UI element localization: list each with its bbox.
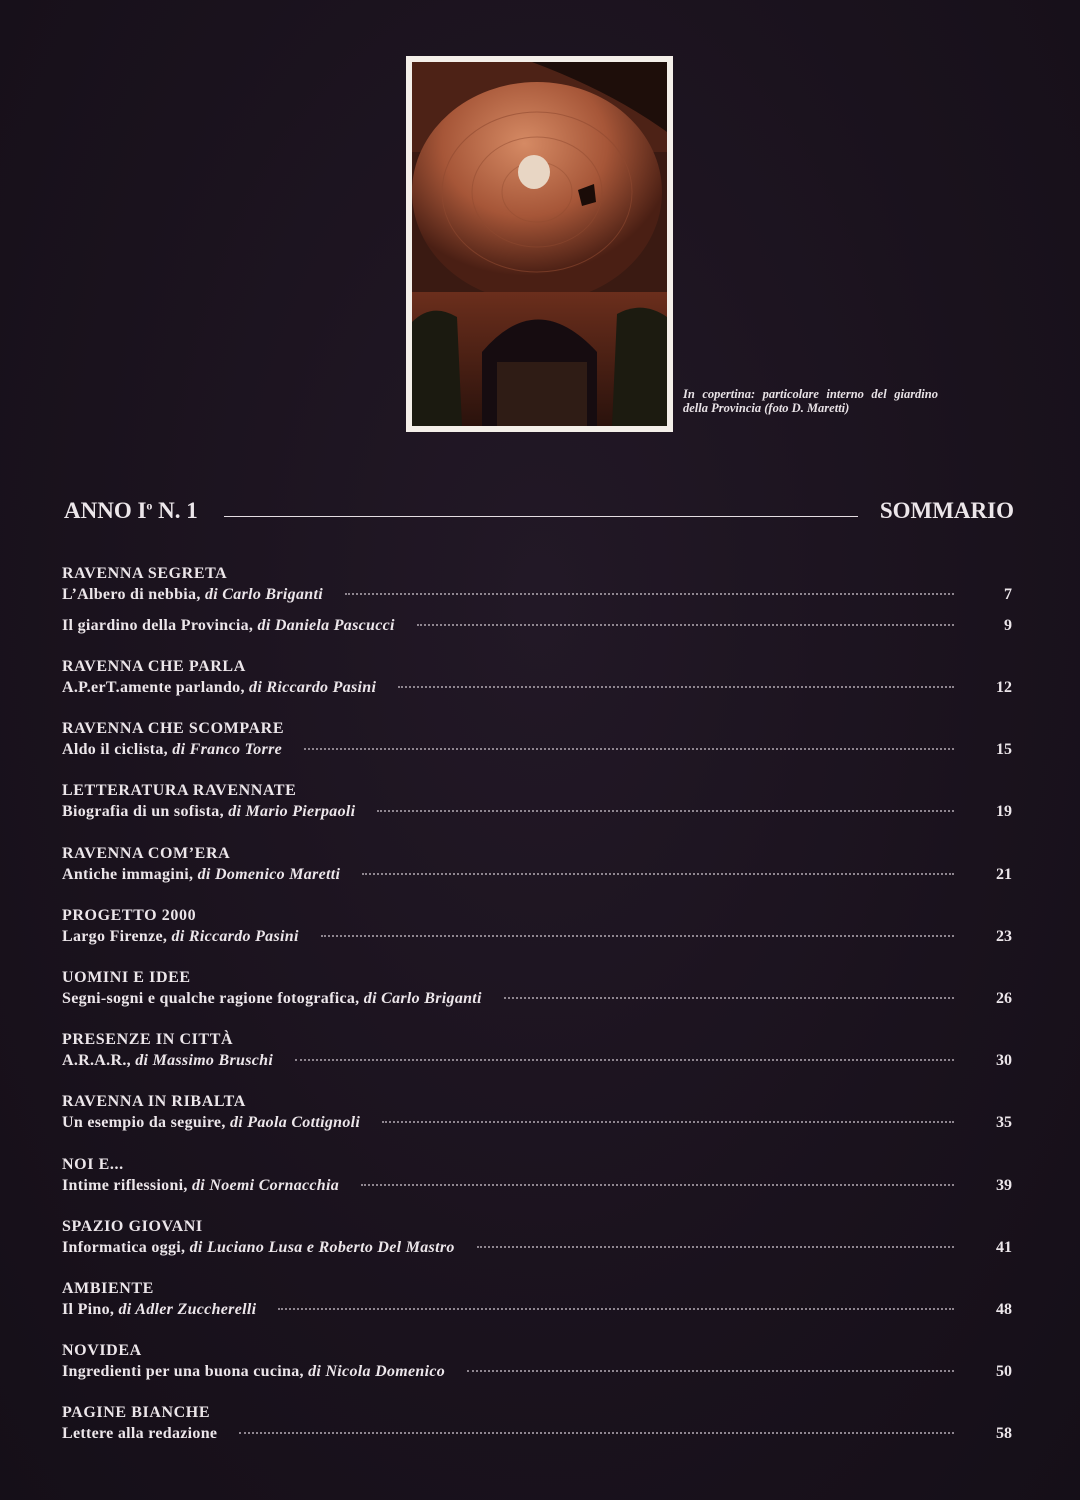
dot-leader (295, 1059, 954, 1061)
toc-section (62, 1402, 1012, 1464)
entry-title: Informatica oggi, di Luciano Lusa e Roberto Del Mastro (62, 1238, 455, 1256)
dot-leader (382, 1121, 954, 1123)
entry-title: Il giardino della Provincia, di Daniela Pascucci (62, 617, 395, 634)
toc-section (62, 1091, 1012, 1153)
toc-section (62, 1154, 1012, 1216)
entry-author: di Mario Pierpaoli (228, 803, 356, 821)
entry-author: di Carlo Briganti (363, 989, 482, 1007)
summary-title: SOMMARIO (879, 498, 1014, 523)
dot-leader (417, 624, 954, 626)
section-title: RAVENNA IN RIBALTA (62, 1093, 246, 1111)
entry-author: di Domenico Maretti (197, 865, 341, 883)
dot-leader (362, 873, 954, 875)
toc-section (62, 1216, 1012, 1278)
section-title: AMBIENTE (62, 1279, 154, 1297)
entry-title: Antiche immagini, di Domenico Maretti (62, 865, 341, 883)
section-title: PAGINE BIANCHE (62, 1404, 211, 1422)
page-number: 48 (996, 1300, 1012, 1318)
toc-entry[interactable] (62, 615, 1012, 636)
entry-title: Ingredienti per una buona cucina, di Nicola Domenico (62, 1363, 446, 1381)
toc-entry[interactable] (62, 864, 1012, 885)
page-number: 35 (996, 1114, 1012, 1132)
entry-title: Segni-sogni e qualche ragione fotografica, di Carlo Briganti (62, 989, 482, 1007)
page-number: 50 (996, 1363, 1012, 1381)
dot-leader (304, 748, 954, 750)
toc-entry[interactable] (62, 1361, 1012, 1382)
toc-section (62, 1029, 1012, 1091)
toc-section (62, 780, 1012, 842)
issue-label: ANNO $I^o$ N. 1 (64, 498, 198, 523)
page-number: 58 (996, 1425, 1012, 1443)
toc-section (62, 656, 1012, 718)
page-number: 7 (1004, 586, 1012, 603)
toc-section (62, 718, 1012, 780)
cover-photo (412, 62, 667, 426)
dot-leader (504, 997, 954, 999)
section-title: RAVENNA SEGRETA (62, 565, 228, 582)
entry-title: L’Albero di nebbia, di Carlo Briganti (62, 586, 323, 603)
toc-entry[interactable] (62, 1175, 1012, 1196)
dot-leader (361, 1184, 954, 1186)
entry-title: Il Pino, di Adler Zuccherelli (62, 1300, 257, 1318)
entry-title: A.P.erT.amente parlando, di Riccardo Pasini (62, 679, 377, 696)
entry-author: di Carlo Briganti (204, 586, 323, 603)
dot-leader (477, 1246, 954, 1248)
entry-title: Intime riflessioni, di Noemi Cornacchia (62, 1176, 340, 1194)
dot-leader (398, 686, 954, 688)
toc-entry[interactable] (62, 677, 1012, 698)
entry-author: di Riccardo Pasini (171, 927, 299, 945)
entry-title: Lettere alla redazione (62, 1425, 218, 1443)
toc-entry[interactable] (62, 584, 1012, 605)
entry-title: Un esempio da seguire, di Paola Cottignoli (62, 1114, 361, 1132)
entry-author: di Luciano Lusa e Roberto Del Mastro (189, 1238, 455, 1256)
header-rule (224, 516, 858, 517)
section-title: RAVENNA CHE PARLA (62, 658, 246, 675)
page-number: 41 (996, 1238, 1012, 1256)
section-title: PROGETTO 2000 (62, 906, 197, 924)
dot-leader (467, 1370, 954, 1372)
entry-author: di Nicola Domenico (308, 1363, 446, 1381)
cover-photo-frame (406, 56, 673, 432)
issue-header (64, 494, 1014, 528)
dot-leader (345, 593, 954, 595)
section-title: UOMINI E IDEE (62, 968, 191, 986)
toc-entry[interactable] (62, 926, 1012, 947)
page-number: 26 (996, 989, 1012, 1007)
section-title: NOI E... (62, 1155, 124, 1173)
toc-section (62, 1340, 1012, 1402)
entry-title: A.R.A.R., di Massimo Bruschi (62, 1052, 274, 1070)
section-title: LETTERATURA RAVENNATE (62, 782, 297, 800)
dot-leader (321, 935, 954, 937)
entry-author: di Adler Zuccherelli (118, 1300, 257, 1318)
entry-title: Biografia di un sofista, di Mario Pierpaoli (62, 803, 356, 821)
toc-section (62, 843, 1012, 905)
section-title: RAVENNA CHE SCOMPARE (62, 720, 285, 738)
entry-author: di Massimo Bruschi (135, 1052, 274, 1070)
entry-author: di Paola Cottignoli (229, 1114, 361, 1132)
section-title: SPAZIO GIOVANI (62, 1217, 203, 1235)
toc-entry[interactable] (62, 739, 1012, 760)
toc-section (62, 905, 1012, 967)
cover-caption: In copertina: particolare interno del giardino della Provincia (foto D. Maretti) (683, 387, 938, 415)
toc-entry[interactable] (62, 1050, 1012, 1071)
toc-section (62, 1278, 1012, 1340)
toc-entry[interactable] (62, 1299, 1012, 1320)
toc-entry[interactable] (62, 988, 1012, 1009)
dot-leader (278, 1308, 954, 1310)
page-number: 21 (996, 865, 1012, 883)
entry-author: di Noemi Cornacchia (192, 1176, 340, 1194)
page-number: 12 (996, 679, 1012, 696)
entry-author: di Riccardo Pasini (249, 679, 377, 696)
entry-title: Largo Firenze, di Riccardo Pasini (62, 927, 299, 945)
section-title: PRESENZE IN CITTÀ (62, 1031, 234, 1049)
section-title: NOVIDEA (62, 1342, 142, 1360)
toc-entry[interactable] (62, 801, 1012, 822)
toc-section (62, 563, 1012, 656)
toc-entry[interactable] (62, 1423, 1012, 1444)
dot-leader (239, 1432, 954, 1434)
page-number: 23 (996, 927, 1012, 945)
page-number: 39 (996, 1176, 1012, 1194)
toc-entry[interactable] (62, 1112, 1012, 1133)
page-number: 15 (996, 741, 1012, 759)
entry-author: di Daniela Pascucci (257, 617, 395, 634)
toc-entry[interactable] (62, 1237, 1012, 1258)
entry-title: Aldo il ciclista, di Franco Torre (62, 741, 282, 759)
entry-author: di Franco Torre (172, 741, 282, 759)
section-title: RAVENNA COM’ERA (62, 844, 231, 862)
toc-section (62, 967, 1012, 1029)
dot-leader (377, 810, 954, 812)
page-number: 9 (1004, 617, 1012, 634)
page-number: 19 (996, 803, 1012, 821)
table-of-contents (62, 563, 1012, 1464)
page-number: 30 (996, 1052, 1012, 1070)
